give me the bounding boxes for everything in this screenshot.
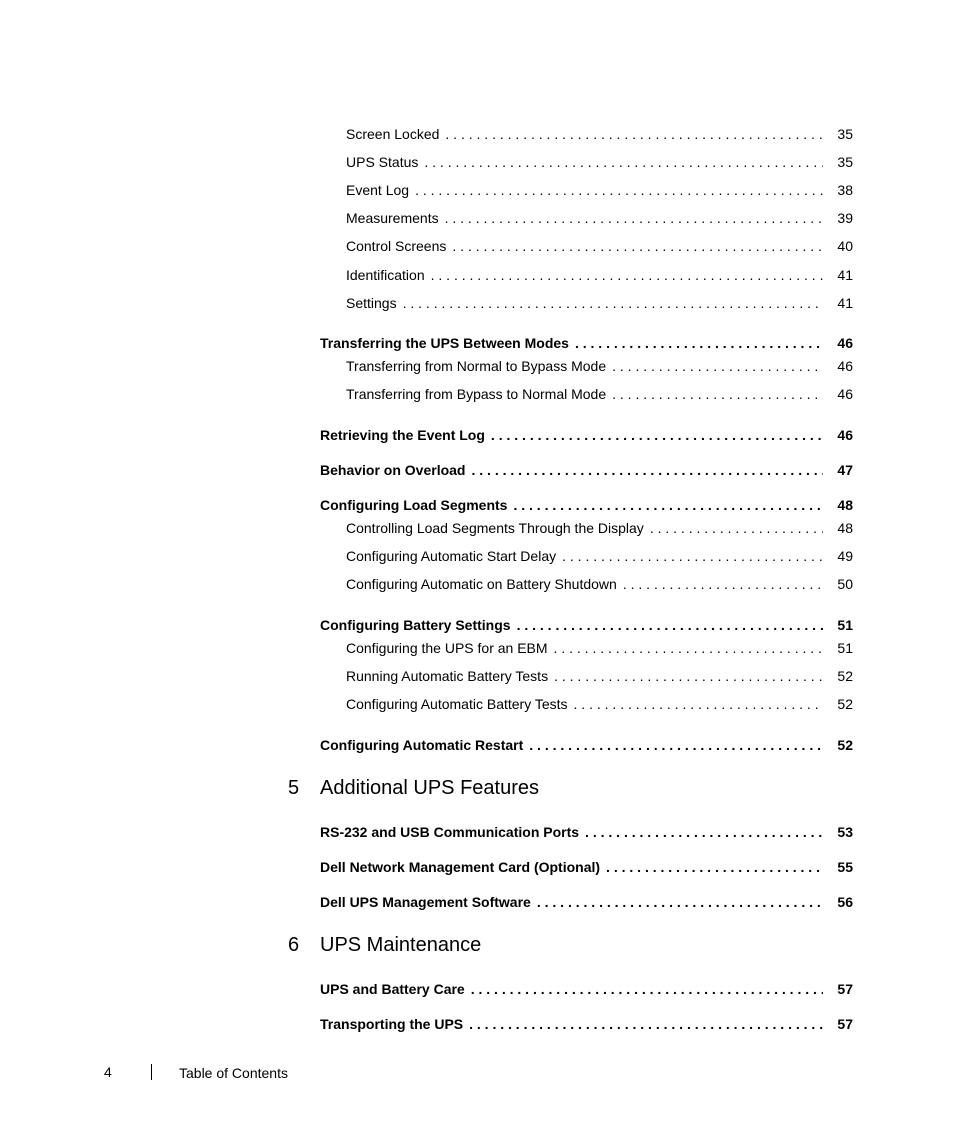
toc-section-management-software[interactable] — [320, 893, 853, 911]
toc-section-label: Dell UPS Management Software — [320, 894, 531, 910]
toc-section-network-card[interactable] — [320, 858, 853, 876]
toc-section-label: Dell Network Management Card (Optional) — [320, 859, 601, 875]
toc-section-label: Transporting the UPS — [320, 1016, 464, 1032]
footer-divider — [151, 1064, 152, 1080]
chapter-title: UPS Maintenance — [320, 934, 482, 956]
toc-page-number: 51 — [837, 640, 853, 656]
dot-leader — [469, 1015, 823, 1033]
dot-leader — [574, 695, 823, 713]
toc-page-number: 35 — [837, 154, 853, 170]
dot-leader — [424, 153, 823, 171]
toc-page-number: 46 — [837, 427, 853, 443]
toc-page-number: 53 — [837, 824, 853, 840]
dot-leader — [554, 667, 823, 685]
toc-entry-normal-to-bypass[interactable] — [346, 357, 853, 375]
toc-section-label: Retrieving the Event Log — [320, 427, 485, 443]
chapter-number: 5 — [288, 777, 300, 799]
toc-entry-auto-battery-shutdown[interactable] — [346, 575, 853, 593]
toc-entry-ups-status[interactable] — [346, 153, 853, 171]
toc-entry-ups-for-ebm[interactable] — [346, 639, 853, 657]
toc-entry-screen-locked[interactable] — [346, 125, 853, 143]
dot-leader — [650, 519, 823, 537]
toc-entry-label: Control Screens — [346, 238, 447, 254]
footer-title: Table of Contents — [179, 1065, 288, 1081]
toc-page-number: 41 — [837, 267, 853, 283]
toc-section-transporting[interactable] — [320, 1015, 853, 1033]
toc-entry-control-screens[interactable] — [346, 237, 853, 255]
dot-leader — [554, 639, 823, 657]
toc-section-configuring-load-segments[interactable] — [320, 496, 853, 514]
toc-page-number: 48 — [837, 520, 853, 536]
toc-page-number: 35 — [837, 126, 853, 142]
toc-page-number: 46 — [837, 335, 853, 351]
dot-leader — [403, 294, 823, 312]
toc-entry-label: Transferring from Bypass to Normal Mode — [346, 386, 607, 402]
toc-page-number: 40 — [837, 238, 853, 254]
chapter-heading-6[interactable] — [288, 933, 481, 957]
toc-section-label: Transferring the UPS Between Modes — [320, 335, 569, 351]
toc-page-number: 52 — [837, 668, 853, 684]
dot-leader — [612, 385, 823, 403]
dot-leader — [445, 125, 823, 143]
toc-entry-label: Transferring from Normal to Bypass Mode — [346, 358, 607, 374]
toc-page-number: 50 — [837, 576, 853, 592]
toc-entry-bypass-to-normal[interactable] — [346, 385, 853, 403]
dot-leader — [529, 736, 823, 754]
toc-entry-label: Controlling Load Segments Through the Display — [346, 520, 644, 536]
toc-entry-settings[interactable] — [346, 294, 853, 312]
toc-page-number: 57 — [837, 1016, 853, 1032]
toc-entry-label: Measurements — [346, 210, 439, 226]
toc-page-number: 38 — [837, 182, 853, 198]
toc-entry-label: Configuring Automatic Start Delay — [346, 548, 557, 564]
toc-page-number: 41 — [837, 295, 853, 311]
toc-section-behavior-overload[interactable] — [320, 461, 853, 479]
toc-page-number: 52 — [837, 696, 853, 712]
toc-entry-running-battery-tests[interactable] — [346, 667, 853, 685]
toc-page-number: 46 — [837, 358, 853, 374]
dot-leader — [445, 209, 823, 227]
dot-leader — [623, 575, 823, 593]
toc-entry-label: Running Automatic Battery Tests — [346, 668, 549, 684]
dot-leader — [606, 858, 823, 876]
toc-page-number: 55 — [837, 859, 853, 875]
toc-entry-measurements[interactable] — [346, 209, 853, 227]
toc-section-battery-settings[interactable] — [320, 616, 853, 634]
dot-leader — [612, 357, 823, 375]
toc-section-rs232-usb[interactable] — [320, 823, 853, 841]
toc-section-retrieving-event-log[interactable] — [320, 426, 853, 444]
toc-entry-identification[interactable] — [346, 266, 853, 284]
toc-page-number: 48 — [837, 497, 853, 513]
toc-section-automatic-restart[interactable] — [320, 736, 853, 754]
dot-leader — [431, 266, 823, 284]
dot-leader — [491, 426, 823, 444]
dot-leader — [471, 980, 823, 998]
toc-section-battery-care[interactable] — [320, 980, 853, 998]
toc-section-transferring-modes[interactable] — [320, 334, 853, 352]
dot-leader — [471, 461, 823, 479]
toc-page-number: 56 — [837, 894, 853, 910]
toc-page-number: 57 — [837, 981, 853, 997]
toc-page-number: 47 — [837, 462, 853, 478]
dot-leader — [585, 823, 823, 841]
toc-section-label: RS-232 and USB Communication Ports — [320, 824, 580, 840]
chapter-heading-5[interactable] — [288, 776, 539, 800]
dot-leader — [415, 181, 823, 199]
toc-entry-label: Event Log — [346, 182, 410, 198]
toc-section-label: Behavior on Overload — [320, 462, 466, 478]
chapter-number: 6 — [288, 934, 300, 956]
toc-page-number: 46 — [837, 386, 853, 402]
dot-leader — [513, 496, 823, 514]
toc-page-number: 51 — [837, 617, 853, 633]
dot-leader — [537, 893, 823, 911]
toc-section-label: Configuring Load Segments — [320, 497, 508, 513]
toc-page-number: 52 — [837, 737, 853, 753]
toc-section-label: Configuring Automatic Restart — [320, 737, 524, 753]
toc-entry-event-log[interactable] — [346, 181, 853, 199]
toc-entry-label: Configuring Automatic on Battery Shutdown — [346, 576, 617, 592]
toc-entry-label: Identification — [346, 267, 425, 283]
toc-entry-label: UPS Status — [346, 154, 419, 170]
toc-entry-label: Configuring the UPS for an EBM — [346, 640, 548, 656]
toc-entry-auto-start-delay[interactable] — [346, 547, 853, 565]
toc-page-number: 39 — [837, 210, 853, 226]
footer-page-number: 4 — [104, 1064, 112, 1080]
toc-entry-label: Configuring Automatic Battery Tests — [346, 696, 568, 712]
toc-entry-controlling-load-segments[interactable] — [346, 519, 853, 537]
dot-leader — [562, 547, 823, 565]
toc-section-label: UPS and Battery Care — [320, 981, 465, 997]
toc-entry-label: Settings — [346, 295, 397, 311]
chapter-title: Additional UPS Features — [320, 777, 540, 799]
toc-entry-label: Screen Locked — [346, 126, 440, 142]
dot-leader — [452, 237, 823, 255]
dot-leader — [575, 334, 823, 352]
toc-page-number: 49 — [837, 548, 853, 564]
toc-entry-configuring-battery-tests[interactable] — [346, 695, 853, 713]
dot-leader — [517, 616, 823, 634]
toc-section-label: Configuring Battery Settings — [320, 617, 511, 633]
